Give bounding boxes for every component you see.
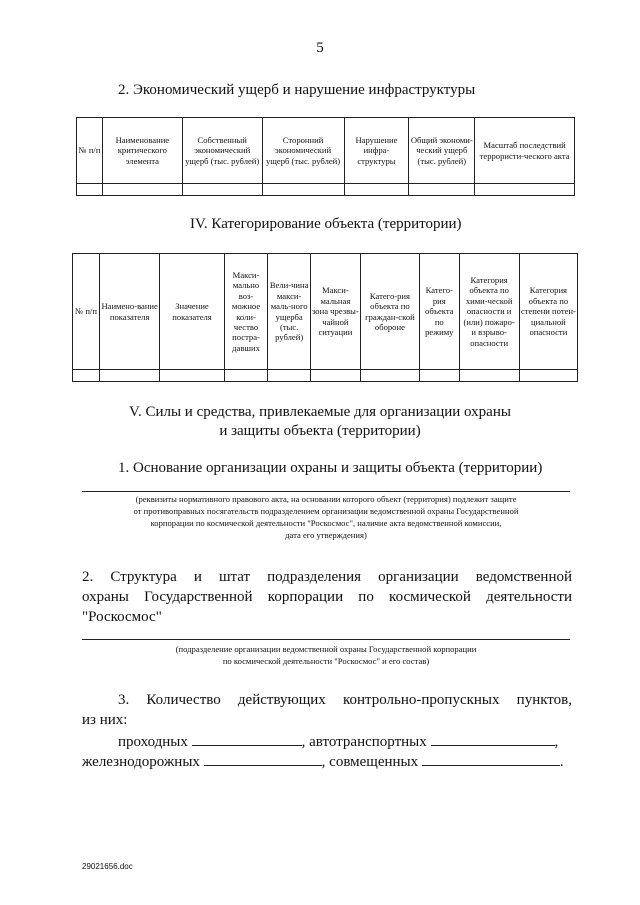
categorization-table [72,253,578,382]
page-number: 5 [316,40,324,56]
passage-count-field[interactable] [192,731,302,746]
column-header: Макси-мальная зона чрезвы-чайной ситуации [310,254,360,370]
column-header: Вели-чина макси-маль-ного ущерба (тыс. рублей) [268,254,311,370]
item1-note-line3: корпорации по космической деятельности "Роскосмос", наличие акта ведомственной комиссии, [150,518,502,528]
item2-line1: 2. Структура и штат подразделения организации ведомственной [82,569,572,585]
checkpoint-row-2 [82,751,564,772]
item1-note-line2: от противоправных посягательств подразделением организации ведомственной охраны Государственной [133,506,519,516]
section-heading-economic-damage: 2. Экономический ущерб и нарушение инфраструктуры [118,82,476,98]
label-auto: , автотранспортных [301,734,427,750]
column-header: Масштаб последствий террористи-ческого акта [475,118,575,184]
section-heading-categorization: IV. Категорирование объекта (территории) [190,216,462,232]
economic-damage-table [76,117,575,196]
item3-line2: из них: [82,712,128,728]
comma: , [554,734,559,750]
table-row [73,370,578,382]
label-combined: , совмещенных [321,754,419,770]
column-header: Нарушение инфра-структуры [344,118,409,184]
item1-title: 1. Основание организации охраны и защиты объекта (территории) [118,460,543,476]
column-header: Макси-мально воз-можное коли-чество постра-давших [224,254,268,370]
item1-fill-line[interactable] [82,491,570,492]
item2-line3: "Роскосмос" [82,609,162,625]
item2-fill-line[interactable] [82,639,570,640]
label-rail: железнодорожных [82,754,200,770]
column-header: № п/п [73,254,100,370]
item1-note [72,493,580,541]
auto-count-field[interactable] [431,731,555,746]
table-row [77,184,575,196]
checkpoint-row-1 [118,731,558,752]
item3-line1: 3. Количество действующих контрольно-пропускных пунктов, [118,692,572,708]
item2-note-line2: по космической деятельности "Роскосмос" и его состав) [222,656,430,666]
column-header: Наимено-вание показателя [100,254,160,370]
table-header-row [77,118,575,184]
column-header: Общий экономи-ческий ущерб (тыс. рублей) [409,118,475,184]
document-code: 29021656.doc [82,862,133,871]
item2-note [72,643,580,667]
column-header: Категория объекта по степени потен-циальной опасности [519,254,577,370]
rail-count-field[interactable] [204,751,322,766]
item1-note-line4: дата его утверждения) [285,530,367,540]
item2-line2: охраны Государственной корпорации по космической деятельности [82,589,572,605]
column-header: Значение показателя [160,254,224,370]
item2-note-line1: (подразделение организации ведомственной охраны Государственной корпорации [175,644,477,654]
period: . [559,754,564,770]
item1-note-line1: (реквизиты нормативного правового акта, на основании которого объект (территория) подлежит защите [135,494,517,504]
combined-count-field[interactable] [422,751,560,766]
label-passage: проходных [118,734,188,750]
section-heading-forces-line2: и защиты объекта (территории) [219,423,421,439]
column-header: Наименование критического элемента [102,118,182,184]
column-header: Катего-рия объекта по режиму [420,254,459,370]
column-header: Категория объекта по хими-ческой опасности и (или) пожаро- и взрыво-опасности [459,254,519,370]
section-heading-forces-line1: V. Силы и средства, привлекаемые для организации охраны [129,404,511,420]
column-header: Собственный экономический ущерб (тыс. рублей) [182,118,262,184]
column-header: Сторонний экономический ущерб (тыс. рублей) [262,118,344,184]
column-header: № п/п [77,118,103,184]
table-header-row [73,254,578,370]
column-header: Катего-рия объекта по граждан-ской обороне [360,254,419,370]
